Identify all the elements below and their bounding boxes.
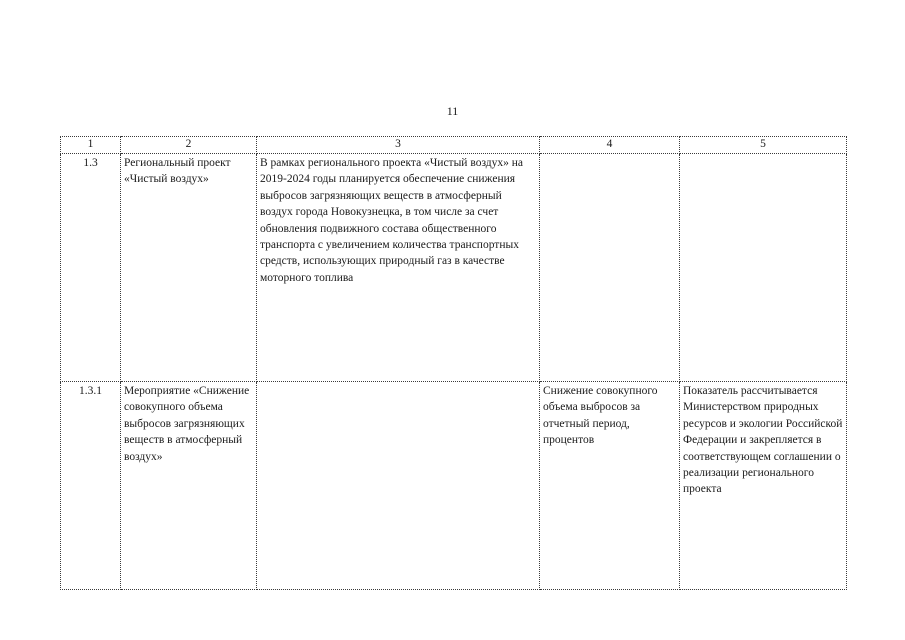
- row-name: Мероприятие «Снижение совокупного объема выбросов загрязняющих веществ в атмосферный воздух»: [121, 382, 257, 590]
- header-cell-5: 5: [680, 137, 847, 154]
- row-number: 1.3.1: [61, 382, 121, 590]
- row-description: [257, 382, 540, 590]
- header-cell-3: 3: [257, 137, 540, 154]
- row-indicator: Снижение совокупного объема выбросов за отчетный период, процентов: [540, 382, 680, 590]
- page-number: 11: [446, 104, 459, 118]
- table-header-row: [61, 137, 847, 154]
- header-cell-4: 4: [540, 137, 680, 154]
- table-row: [61, 154, 847, 382]
- row-name: Региональный проект «Чистый воздух»: [121, 154, 257, 382]
- header-cell-1: 1: [61, 137, 121, 154]
- header-cell-2: 2: [121, 137, 257, 154]
- table-row: [61, 382, 847, 590]
- row-method: Показатель рассчитывается Министерством природных ресурсов и экологии Российской Федерации и закрепляется в соответствующем соглашении о реализации регионального проекта: [680, 382, 847, 590]
- row-indicator: [540, 154, 680, 382]
- row-description: В рамках регионального проекта «Чистый воздух» на 2019-2024 годы планируется обеспечение снижения выбросов загрязняющих веществ в атмосферный воздух города Новокузнецка, в том числе за счет обновления подвижного состава общественного транспорта с увеличением количества транспортных средств, использующих природный газ в качестве моторного топлива: [257, 154, 540, 382]
- row-number: 1.3: [61, 154, 121, 382]
- row-method: [680, 154, 847, 382]
- measures-table: [60, 136, 847, 590]
